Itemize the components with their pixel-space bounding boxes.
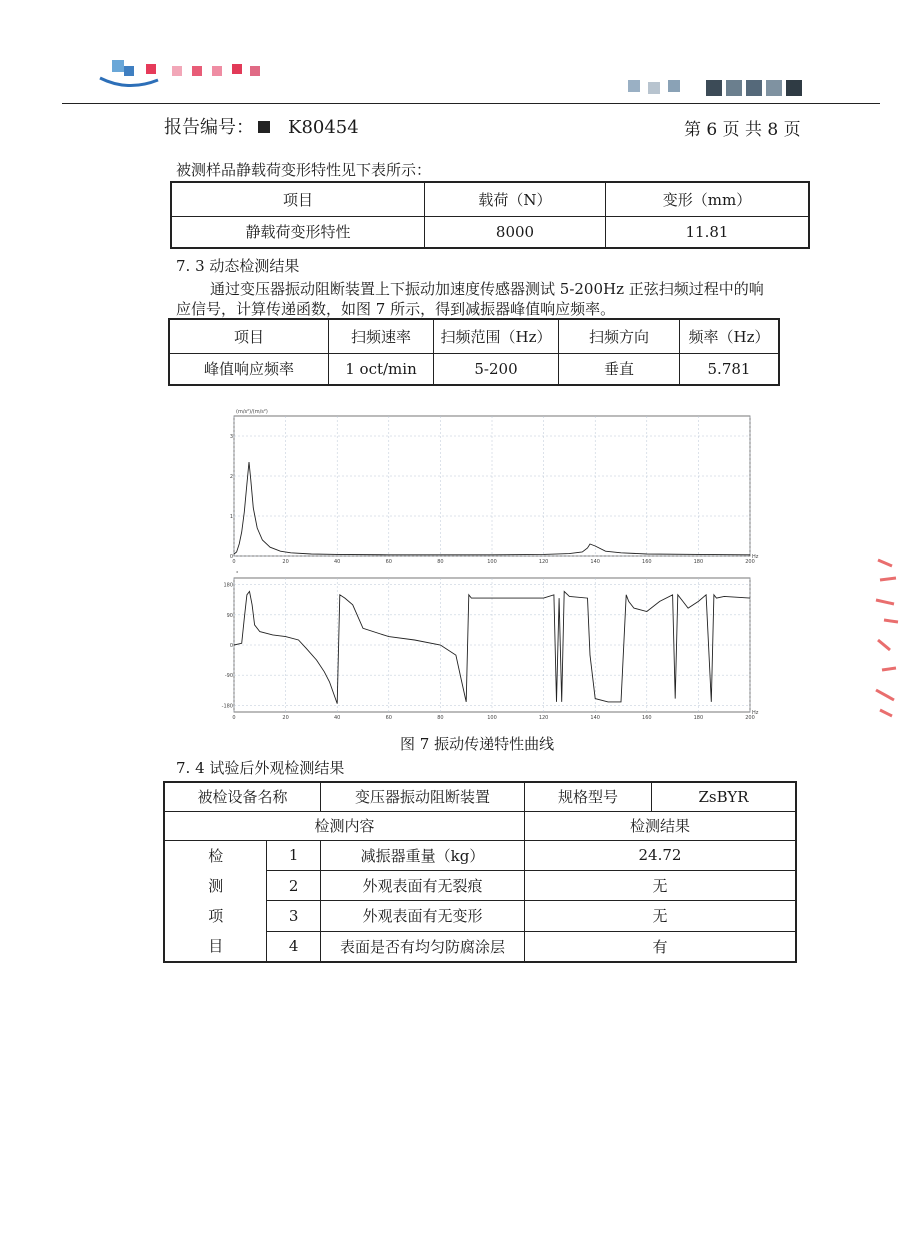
y-axis-label: ° xyxy=(236,571,239,577)
item-no: 3 xyxy=(267,901,321,931)
report-number xyxy=(164,113,359,139)
y-tick-label: -180 xyxy=(221,703,233,710)
y-axis-label: (m/s²)/(m/s²) xyxy=(236,409,268,415)
table-header: 扫频方向 xyxy=(559,319,680,353)
x-axis-label: Hz xyxy=(752,554,759,560)
table-header: 项目 xyxy=(169,319,329,353)
x-tick-label: 80 xyxy=(437,559,444,565)
y-tick-label: 90 xyxy=(226,612,233,619)
table-cell: 1 oct/min xyxy=(329,353,434,385)
x-tick-label: 120 xyxy=(538,559,549,565)
table-header: 频率（Hz） xyxy=(680,319,780,353)
table-header: 项目 xyxy=(171,182,425,216)
side-label-char: 检 xyxy=(208,846,224,865)
y-tick-label: 0 xyxy=(229,554,233,560)
content-header: 检测内容 xyxy=(164,811,525,840)
static-load-table xyxy=(170,181,810,249)
logo-mark-icon xyxy=(98,56,278,96)
dynamic-paragraph-2: 应信号，计算传递函数，如图 7 所示，得到减振器峰值响应频率。 xyxy=(176,300,616,318)
seal-stamp-fragment xyxy=(870,560,900,720)
x-tick-label: 40 xyxy=(334,715,341,721)
figure-caption: 图 7 振动传递特性曲线 xyxy=(400,735,555,753)
side-label-char: 测 xyxy=(208,876,224,895)
appearance-heading: 7. 4 试验后外观检测结果 xyxy=(176,759,345,777)
side-label xyxy=(164,840,267,962)
y-tick-label: 1 xyxy=(229,514,233,520)
table-cell: 11.81 xyxy=(606,216,810,248)
x-tick-label: 100 xyxy=(487,559,497,565)
item-name: 表面是否有均匀防腐涂层 xyxy=(321,931,525,961)
model-label: 规格型号 xyxy=(525,782,652,811)
x-tick-label: 140 xyxy=(590,715,600,721)
y-tick-label: 180 xyxy=(223,582,233,589)
table-cell: 5.781 xyxy=(680,353,780,385)
company-logo xyxy=(98,56,278,96)
device-value: 变压器振动阻断装置 xyxy=(321,782,525,811)
x-axis-label: Hz xyxy=(752,710,759,716)
result-header: 检测结果 xyxy=(525,811,797,840)
transfer-characteristic-svg xyxy=(221,404,760,722)
item-no: 1 xyxy=(267,840,321,870)
x-tick-label: 60 xyxy=(385,559,392,565)
y-tick-label: 2 xyxy=(229,474,233,480)
static-load-intro: 被测样品静载荷变形特性见下表所示： xyxy=(176,161,432,179)
x-tick-label: 160 xyxy=(642,715,652,721)
x-tick-label: 200 xyxy=(745,559,755,565)
x-tick-label: 20 xyxy=(282,559,289,565)
x-tick-label: 40 xyxy=(334,559,341,565)
y-tick-label: -90 xyxy=(224,673,233,680)
x-tick-label: 120 xyxy=(538,715,549,721)
side-label-char: 项 xyxy=(208,906,224,925)
table-header: 载荷（N） xyxy=(425,182,606,216)
x-tick-label: 180 xyxy=(693,715,704,721)
x-tick-label: 160 xyxy=(642,559,652,565)
model-value: ZsBYR xyxy=(652,782,797,811)
x-tick-label: 200 xyxy=(745,715,755,721)
table-cell: 垂直 xyxy=(559,353,680,385)
item-name: 外观表面有无裂痕 xyxy=(321,870,525,900)
table-header: 扫频范围（Hz） xyxy=(434,319,559,353)
redaction-block xyxy=(258,121,270,133)
item-name: 外观表面有无变形 xyxy=(321,901,525,931)
x-tick-label: 0 xyxy=(232,715,236,721)
side-label-char: 目 xyxy=(208,936,224,955)
table-cell: 8000 xyxy=(425,216,606,248)
x-tick-label: 180 xyxy=(693,559,704,565)
x-tick-label: 20 xyxy=(282,715,289,721)
header-rule xyxy=(62,103,880,104)
report-number-label: 报告编号： xyxy=(164,117,254,138)
y-tick-label: 0 xyxy=(229,643,233,649)
figure-7-charts xyxy=(221,404,760,722)
item-result: 24.72 xyxy=(525,840,797,870)
x-tick-label: 80 xyxy=(437,715,444,721)
item-no: 2 xyxy=(267,870,321,900)
item-result: 无 xyxy=(525,870,797,900)
x-tick-label: 60 xyxy=(385,715,392,721)
dynamic-table xyxy=(168,318,780,386)
item-name: 减振器重量（kg） xyxy=(321,840,525,870)
device-label: 被检设备名称 xyxy=(164,782,321,811)
item-result: 有 xyxy=(525,931,797,961)
institute-name-blurred xyxy=(628,76,818,98)
item-no: 4 xyxy=(267,931,321,961)
dynamic-paragraph-1: 通过变压器振动阻断装置上下振动加速度传感器测试 5-200Hz 正弦扫频过程中的响 xyxy=(210,280,764,298)
table-cell: 静载荷变形特性 xyxy=(171,216,425,248)
report-number-value: K80454 xyxy=(288,117,359,138)
x-tick-label: 0 xyxy=(232,559,236,565)
item-result: 无 xyxy=(525,901,797,931)
page-info: 第 6 页 共 8 页 xyxy=(684,120,801,140)
table-header: 变形（mm） xyxy=(606,182,810,216)
appearance-table xyxy=(163,781,797,963)
table-cell: 5-200 xyxy=(434,353,559,385)
table-cell: 峰值响应频率 xyxy=(169,353,329,385)
table-header: 扫频速率 xyxy=(329,319,434,353)
y-tick-label: 3 xyxy=(229,434,233,440)
dynamic-heading: 7. 3 动态检测结果 xyxy=(176,257,300,275)
x-tick-label: 140 xyxy=(590,559,600,565)
x-tick-label: 100 xyxy=(487,715,497,721)
